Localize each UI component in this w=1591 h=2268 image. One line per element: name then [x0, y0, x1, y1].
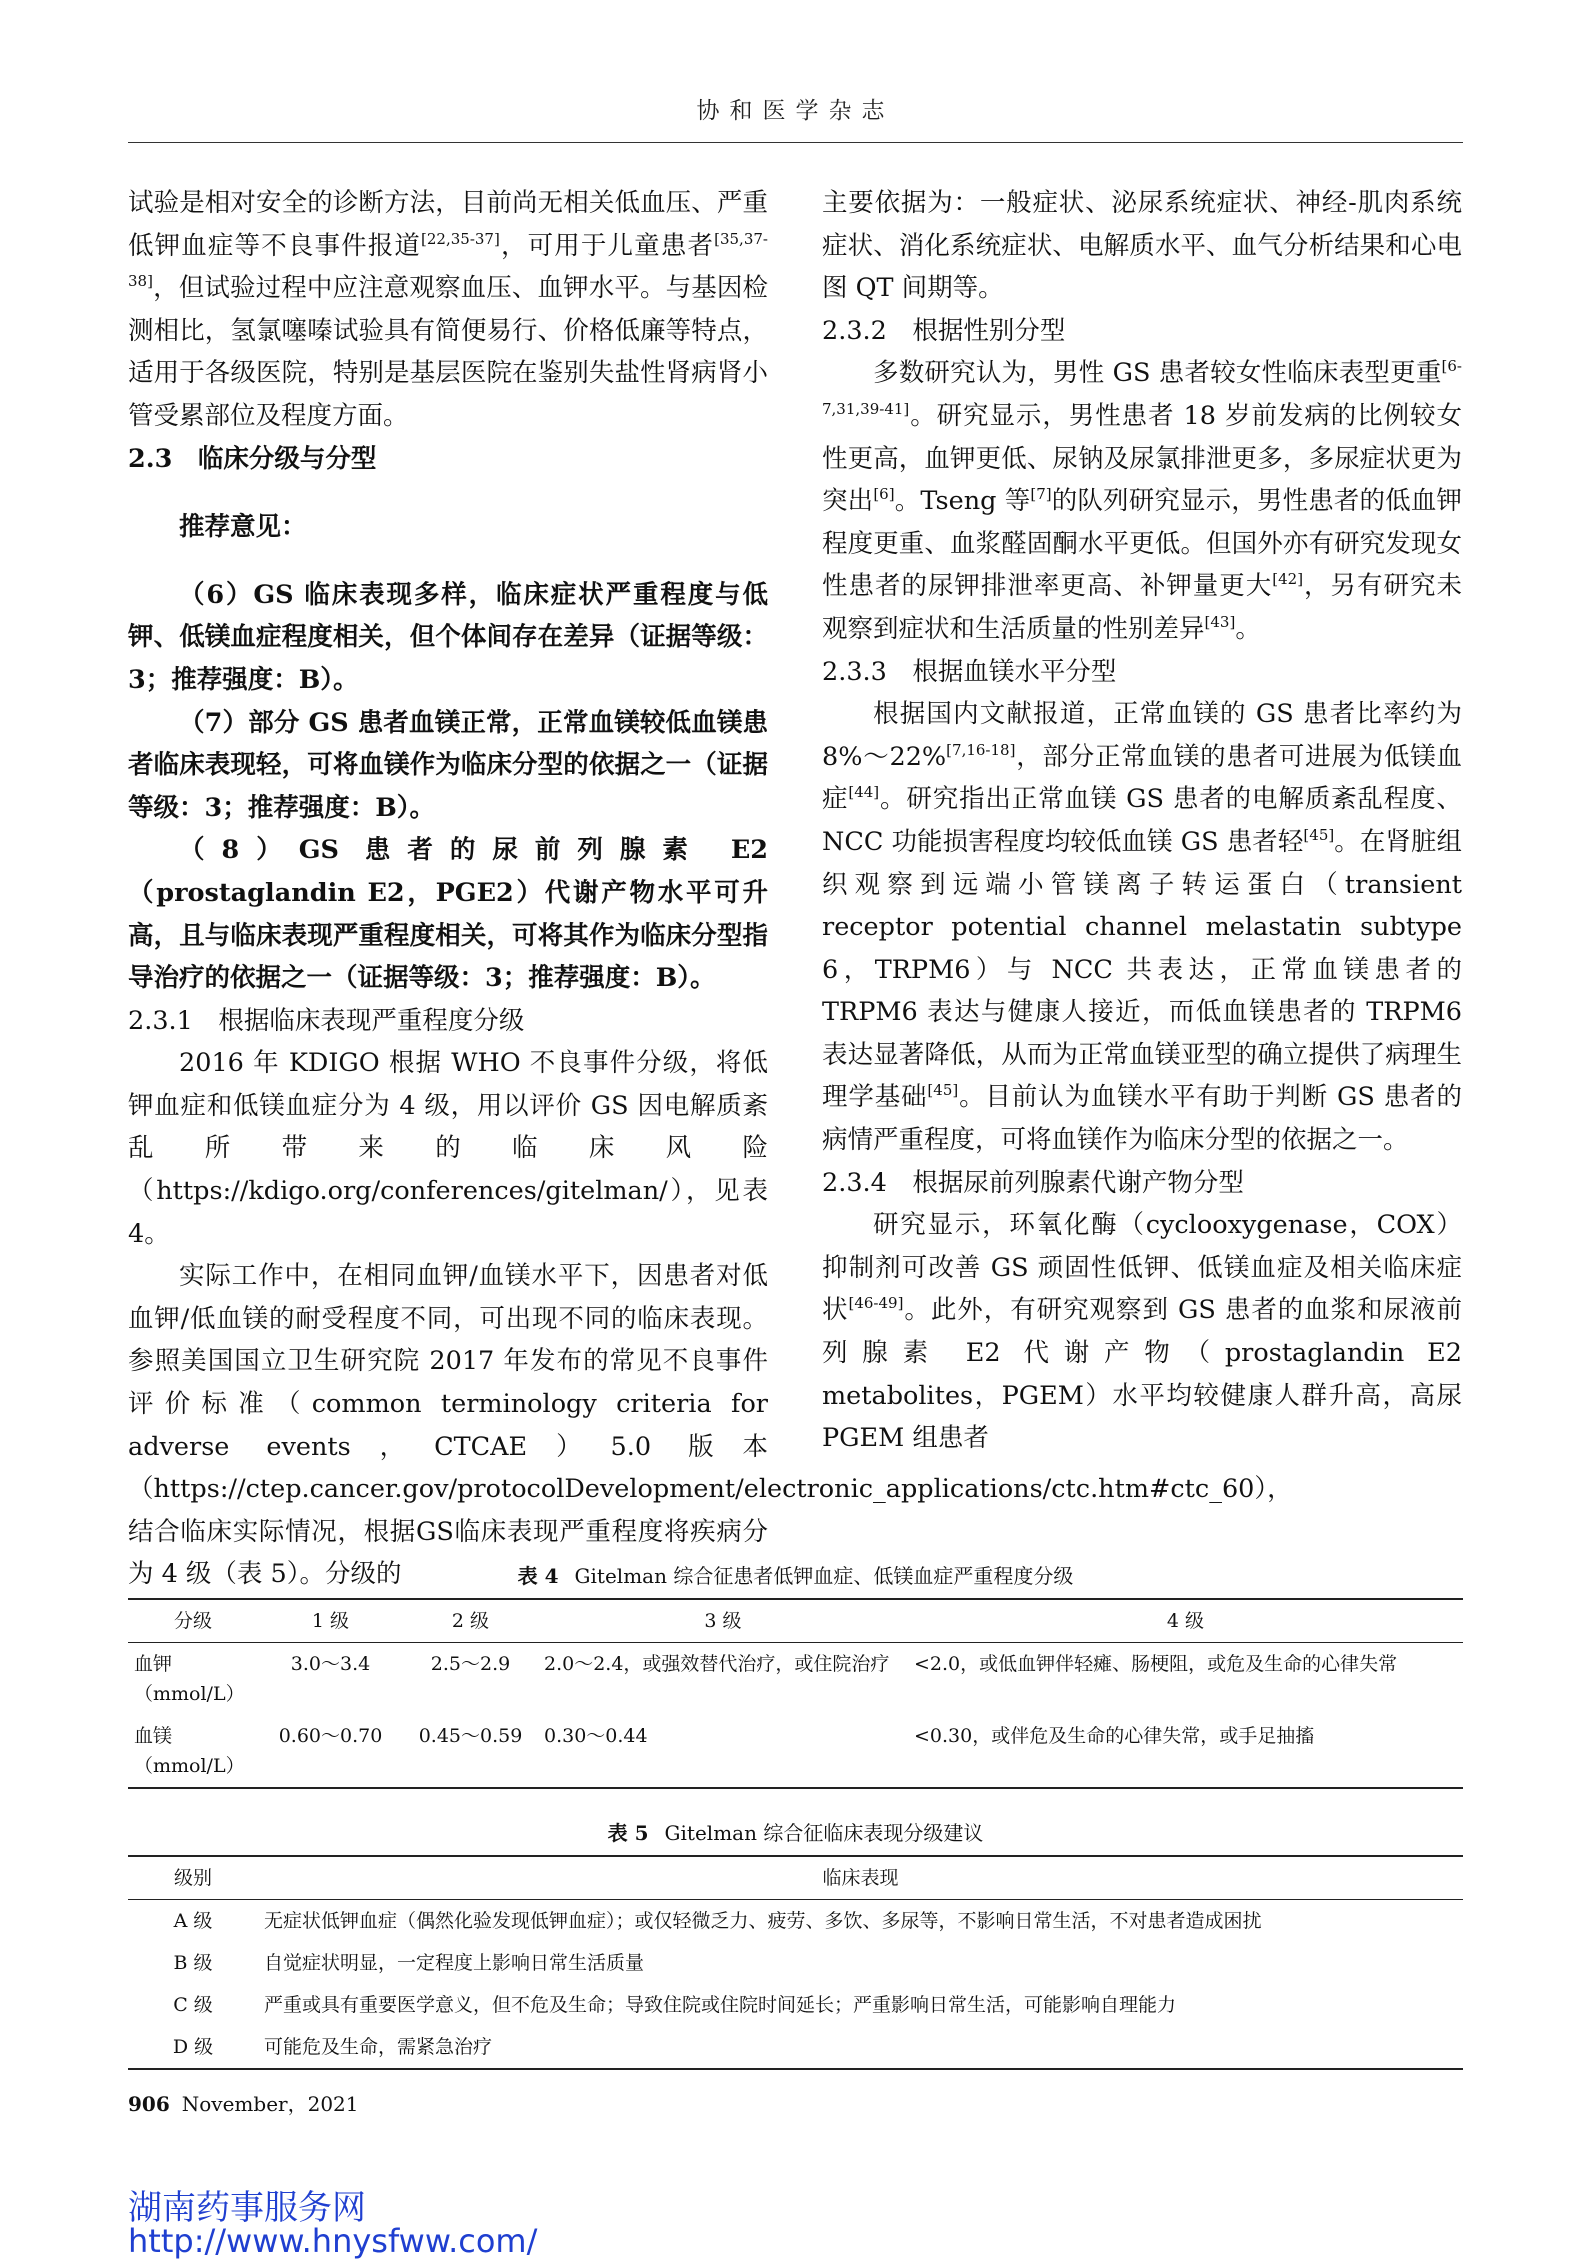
- table-cell: 0.60～0.70: [278, 1725, 383, 1747]
- section-heading-2-3-1: 2.3.1 根据临床表现严重程度分级: [128, 1005, 525, 1036]
- section-heading-2-3-2: 2.3.2 根据性别分型: [822, 315, 1066, 346]
- citation[interactable]: [42]: [1272, 570, 1304, 589]
- table-cell: D 级: [172, 2036, 214, 2058]
- table-cell: <2.0，或低血钾伴轻瘫、肠梗阻，或危及生命的心律失常: [914, 1653, 1398, 1675]
- paragraph: 实际工作中，在相同血钾/血镁水平下，因患者对低血钾/低血镁的耐受程度不同，可出现不同的临床表现。参照美国国立卫生研究院 2017 年发布的常见不良事件评价标准（common terminology criteria for adverse events，CTCAE）5.0 版本（https://ctep.cancer.gov/protocolDevelopment/electronic_applications/ctc.htm#ctc_60），结合临床实际情况，根据GS临床表现严重程度将疾病分为 4 级（表 5）。分级的: [128, 1261, 1293, 1590]
- watermark-url[interactable]: http://www.hnysfww.com/: [128, 2222, 538, 2260]
- table-row: [128, 1942, 1463, 1984]
- table-4: [128, 1598, 1463, 1789]
- paragraph: 研究显示，环氧化酶（cyclooxygenase，COX）抑制剂可改善 GS 顽固性低钾、低镁血症及相关临床症状[46-49]。此外，有研究观察到 GS 患者的血浆和尿液前列腺素 E2 代谢产物（prostaglandin E2 metabolites，PGEM）水平均较健康人群升高，高尿 PGEM 组患者: [822, 1210, 1462, 1454]
- paragraph: 2016 年 KDIGO 根据 WHO 不良事件分级，将低钾血症和低镁血症分为 4 级，用以评价 GS 因电解质紊乱所带来的临床风险（https://kdigo.org/conferences/gitelman/），见表 4。: [128, 1048, 768, 1249]
- citation[interactable]: [7]: [1030, 485, 1052, 504]
- table-header-row: [128, 1599, 1463, 1643]
- table-cell: A 级: [173, 1910, 213, 1932]
- table-4-caption: 表 4 Gitelman 综合征患者低钾血症、低镁血症严重程度分级: [517, 1564, 1074, 1588]
- table-header-cell: 2 级: [403, 1599, 538, 1643]
- table-cell: 2.5～2.9: [430, 1653, 511, 1675]
- table-header-cell: 分级: [128, 1599, 258, 1643]
- citation[interactable]: [45]: [927, 1081, 959, 1100]
- table-row: [128, 1984, 1463, 2026]
- watermark-site-name: 湖南药事服务网: [128, 2188, 366, 2228]
- paragraph: 根据国内文献报道，正常血镁的 GS 患者比率约为 8%～22%[7,16-18]，部分正常血镁的患者可进展为低镁血症[44]。研究指出正常血镁 GS 患者的电解质紊乱程度、NCC 功能损害程度均较低血镁 GS 患者轻[45]。在肾脏组织观察到远端小管镁离子转运蛋白（transient receptor potential channel melastatin subtype 6，TRPM6）与 NCC 共表达，正常血镁患者的 TRPM6 表达与健康人接近，而低血镁患者的 TRPM6表达显著降低，从而为正常血镁亚型的确立提供了病理生理学基础[45]。目前认为血镁水平有助于判断 GS 患者的病情严重程度，可将血镁作为临床分型的依据之一。: [822, 699, 1462, 1156]
- paragraph: 试验是相对安全的诊断方法，目前尚无相关低血压、严重低钾血症等不良事件报道[22,35-37]，可用于儿童患者[35,37-38]，但试验过程中应注意观察血压、血钾水平。与基因检测相比，氢氯噻嗪试验具有简便易行、价格低廉等特点，适用于各级医院，特别是基层医院在鉴别失盐性肾病肾小管受累部位及程度方面。: [128, 188, 768, 431]
- table-row: [128, 1715, 1463, 1788]
- citation[interactable]: [46-49]: [848, 1294, 904, 1313]
- table-cell: C 级: [173, 1994, 213, 2016]
- paragraph: 多数研究认为，男性 GS 患者较女性临床表型更重[6-7,31,39-41]。研究显示，男性患者 18 岁前发病的比例较女性更高，血钾更低、尿钠及尿氯排泄更多，多尿症状更为突出[6]。Tseng 等[7]的队列研究显示，男性患者的低血钾程度更重、血浆醛固酮水平更低。但国外亦有研究发现女性患者的尿钾排泄率更高、补钾量更大[42]，另有研究未观察到症状和生活质量的性别差异[43]。: [822, 357, 1462, 644]
- table-cell: 0.45～0.59: [418, 1725, 523, 1747]
- table-cell: 无症状低钾血症（偶然化验发现低钾血症）；或仅轻微乏力、疲劳、多饮、多尿等，不影响日常生活，不对患者造成困扰: [264, 1910, 1262, 1932]
- table-header-cell: 1 级: [258, 1599, 403, 1643]
- table-cell: 自觉症状明显，一定程度上影响日常生活质量: [264, 1952, 645, 1974]
- citation[interactable]: [6]: [873, 485, 895, 504]
- section-heading-2-3: 2.3 临床分级与分型: [128, 443, 377, 474]
- citation[interactable]: [6-7,31,39-41]: [822, 357, 1462, 418]
- journal-header: 协和医学杂志: [696, 98, 895, 124]
- table-header-cell: 3 级: [538, 1599, 908, 1643]
- section-heading-2-3-3: 2.3.3 根据血镁水平分型: [822, 656, 1117, 687]
- recommendation-6: （6）GS 临床表现多样，临床症状严重程度与低钾、低镁血症程度相关，但个体间存在差异（证据等级：3；推荐强度：B）。: [128, 579, 768, 695]
- right-column: [822, 182, 1462, 1460]
- table-row: [128, 2026, 1463, 2069]
- citation[interactable]: [44]: [848, 783, 880, 802]
- table-header-cell: 临床表现: [258, 1856, 1463, 1900]
- table-cell: 0.30～0.44: [544, 1725, 648, 1747]
- recommendation-8: （8）GS 患者的尿前列腺素 E2（prostaglandin E2，PGE2）代谢产物水平可升高，且与临床表现严重程度相关，可将其作为临床分型指导治疗的依据之一（证据等级：3；推荐强度：B）。: [128, 835, 768, 994]
- table-cell: 血钾（mmol/L）: [134, 1653, 245, 1705]
- recommendation-title: 推荐意见：: [179, 511, 307, 542]
- page-number: 906: [128, 2092, 170, 2116]
- citation[interactable]: [7,16-18]: [946, 740, 1016, 759]
- recommendation-7: （7）部分 GS 患者血镁正常，正常血镁较低血镁患者临床表现轻，可将血镁作为临床分型的依据之一（证据等级：3；推荐强度：B）。: [128, 707, 768, 823]
- page-footer: [128, 2088, 359, 2117]
- table-cell: B 级: [173, 1952, 213, 1974]
- section-heading-2-3-4: 2.3.4 根据尿前列腺素代谢产物分型: [822, 1167, 1244, 1198]
- table-cell: 3.0～3.4: [290, 1653, 371, 1675]
- table-header-cell: 4 级: [908, 1599, 1463, 1643]
- table-cell: 可能危及生命，需紧急治疗: [264, 2036, 493, 2058]
- citation[interactable]: [45]: [1303, 825, 1335, 844]
- table-cell: <0.30，或伴危及生命的心律失常，或手足抽搐: [914, 1725, 1315, 1747]
- table-5: [128, 1855, 1463, 2070]
- table-cell: 血镁（mmol/L）: [134, 1725, 245, 1777]
- issue-date: November，2021: [181, 2092, 359, 2116]
- table-row: [128, 1900, 1463, 1943]
- table-5-caption: 表 5 Gitelman 综合征临床表现分级建议: [607, 1821, 984, 1845]
- table-header-row: [128, 1856, 1463, 1900]
- citation[interactable]: [35,37-38]: [128, 229, 768, 291]
- table-header-cell: 级别: [128, 1856, 258, 1900]
- paragraph: 主要依据为：一般症状、泌尿系统症状、神经-肌肉系统症状、消化系统症状、电解质水平、血气分析结果和心电图 QT 间期等。: [822, 188, 1462, 304]
- table-row: [128, 1643, 1463, 1716]
- table-cell: 严重或具有重要医学意义，但不危及生命；导致住院或住院时间延长；严重影响日常生活，可能影响自理能力: [264, 1994, 1177, 2016]
- header-divider: [128, 142, 1463, 143]
- table-cell: 2.0～2.4，或强效替代治疗，或住院治疗: [544, 1653, 890, 1675]
- citation[interactable]: [22,35-37]: [421, 229, 500, 248]
- citation[interactable]: [43]: [1204, 612, 1236, 631]
